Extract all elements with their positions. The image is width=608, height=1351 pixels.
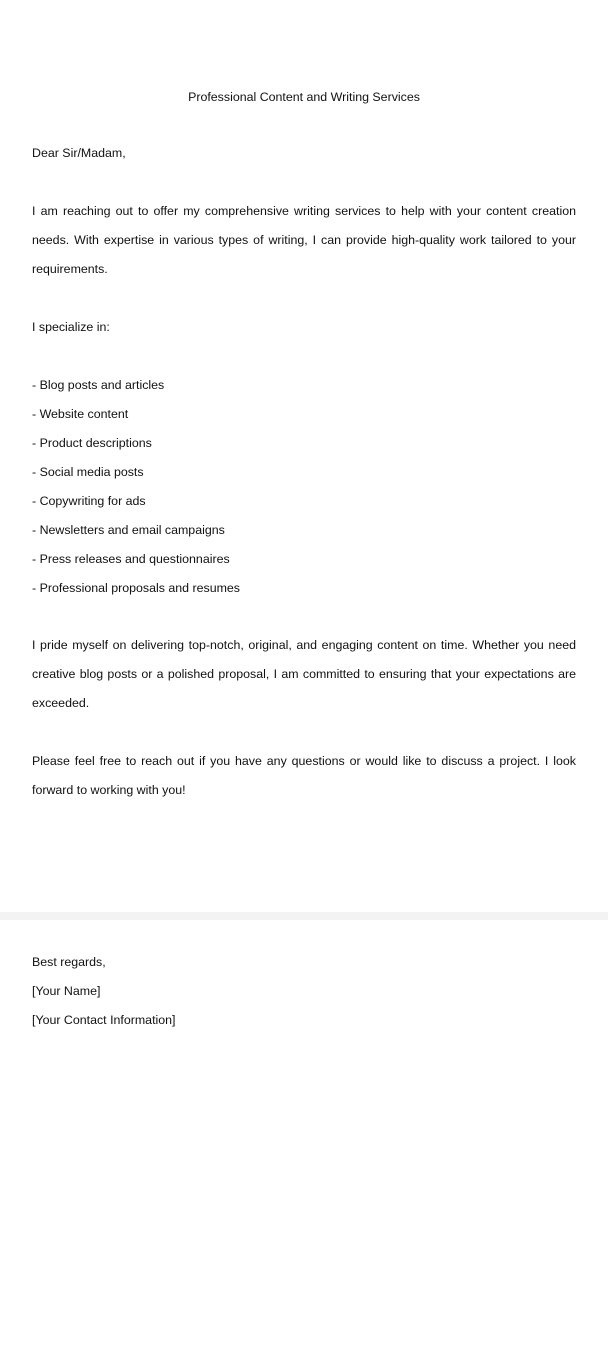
letter-title: Professional Content and Writing Services <box>188 90 420 104</box>
pride-paragraph: I pride myself on delivering top-notch, original, and engaging content on time. Whether you need creative blog posts or a polished proposal, I am committed to ensuring that your expectations are exceeded. <box>32 638 576 710</box>
closing-paragraph: Please feel free to reach out if you have any questions or would like to discuss a project. I look forward to working with you! <box>32 754 576 797</box>
services-block <box>32 371 576 603</box>
greeting-block <box>32 139 576 168</box>
list-item: - Website content <box>32 407 129 421</box>
signoff: Best regards, <box>32 955 106 969</box>
specialize-heading: I specialize in: <box>32 320 110 334</box>
list-item: - Product descriptions <box>32 436 152 450</box>
name-placeholder: [Your Name] <box>32 984 101 998</box>
services-list <box>32 371 576 603</box>
list-item: - Copywriting for ads <box>32 494 146 508</box>
signoff-block <box>32 948 576 1035</box>
pride-block <box>32 631 576 718</box>
list-item: - Press releases and questionnaires <box>32 552 230 566</box>
list-item: - Newsletters and email campaigns <box>32 523 225 537</box>
list-item: - Professional proposals and resumes <box>32 581 240 595</box>
page-separator <box>0 912 608 920</box>
greeting: Dear Sir/Madam, <box>32 146 126 160</box>
closing-block <box>32 747 576 805</box>
list-item: - Blog posts and articles <box>32 378 165 392</box>
specialize-block <box>32 313 576 342</box>
contact-placeholder: [Your Contact Information] <box>32 1013 176 1027</box>
intro-paragraph: I am reaching out to offer my comprehensive writing services to help with your content creation needs. With expertise in various types of writing, I can provide high-quality work tailored to your requirements. <box>32 204 576 276</box>
document-page-2 <box>0 920 608 1351</box>
intro-block <box>32 197 576 284</box>
list-item: - Social media posts <box>32 465 144 479</box>
